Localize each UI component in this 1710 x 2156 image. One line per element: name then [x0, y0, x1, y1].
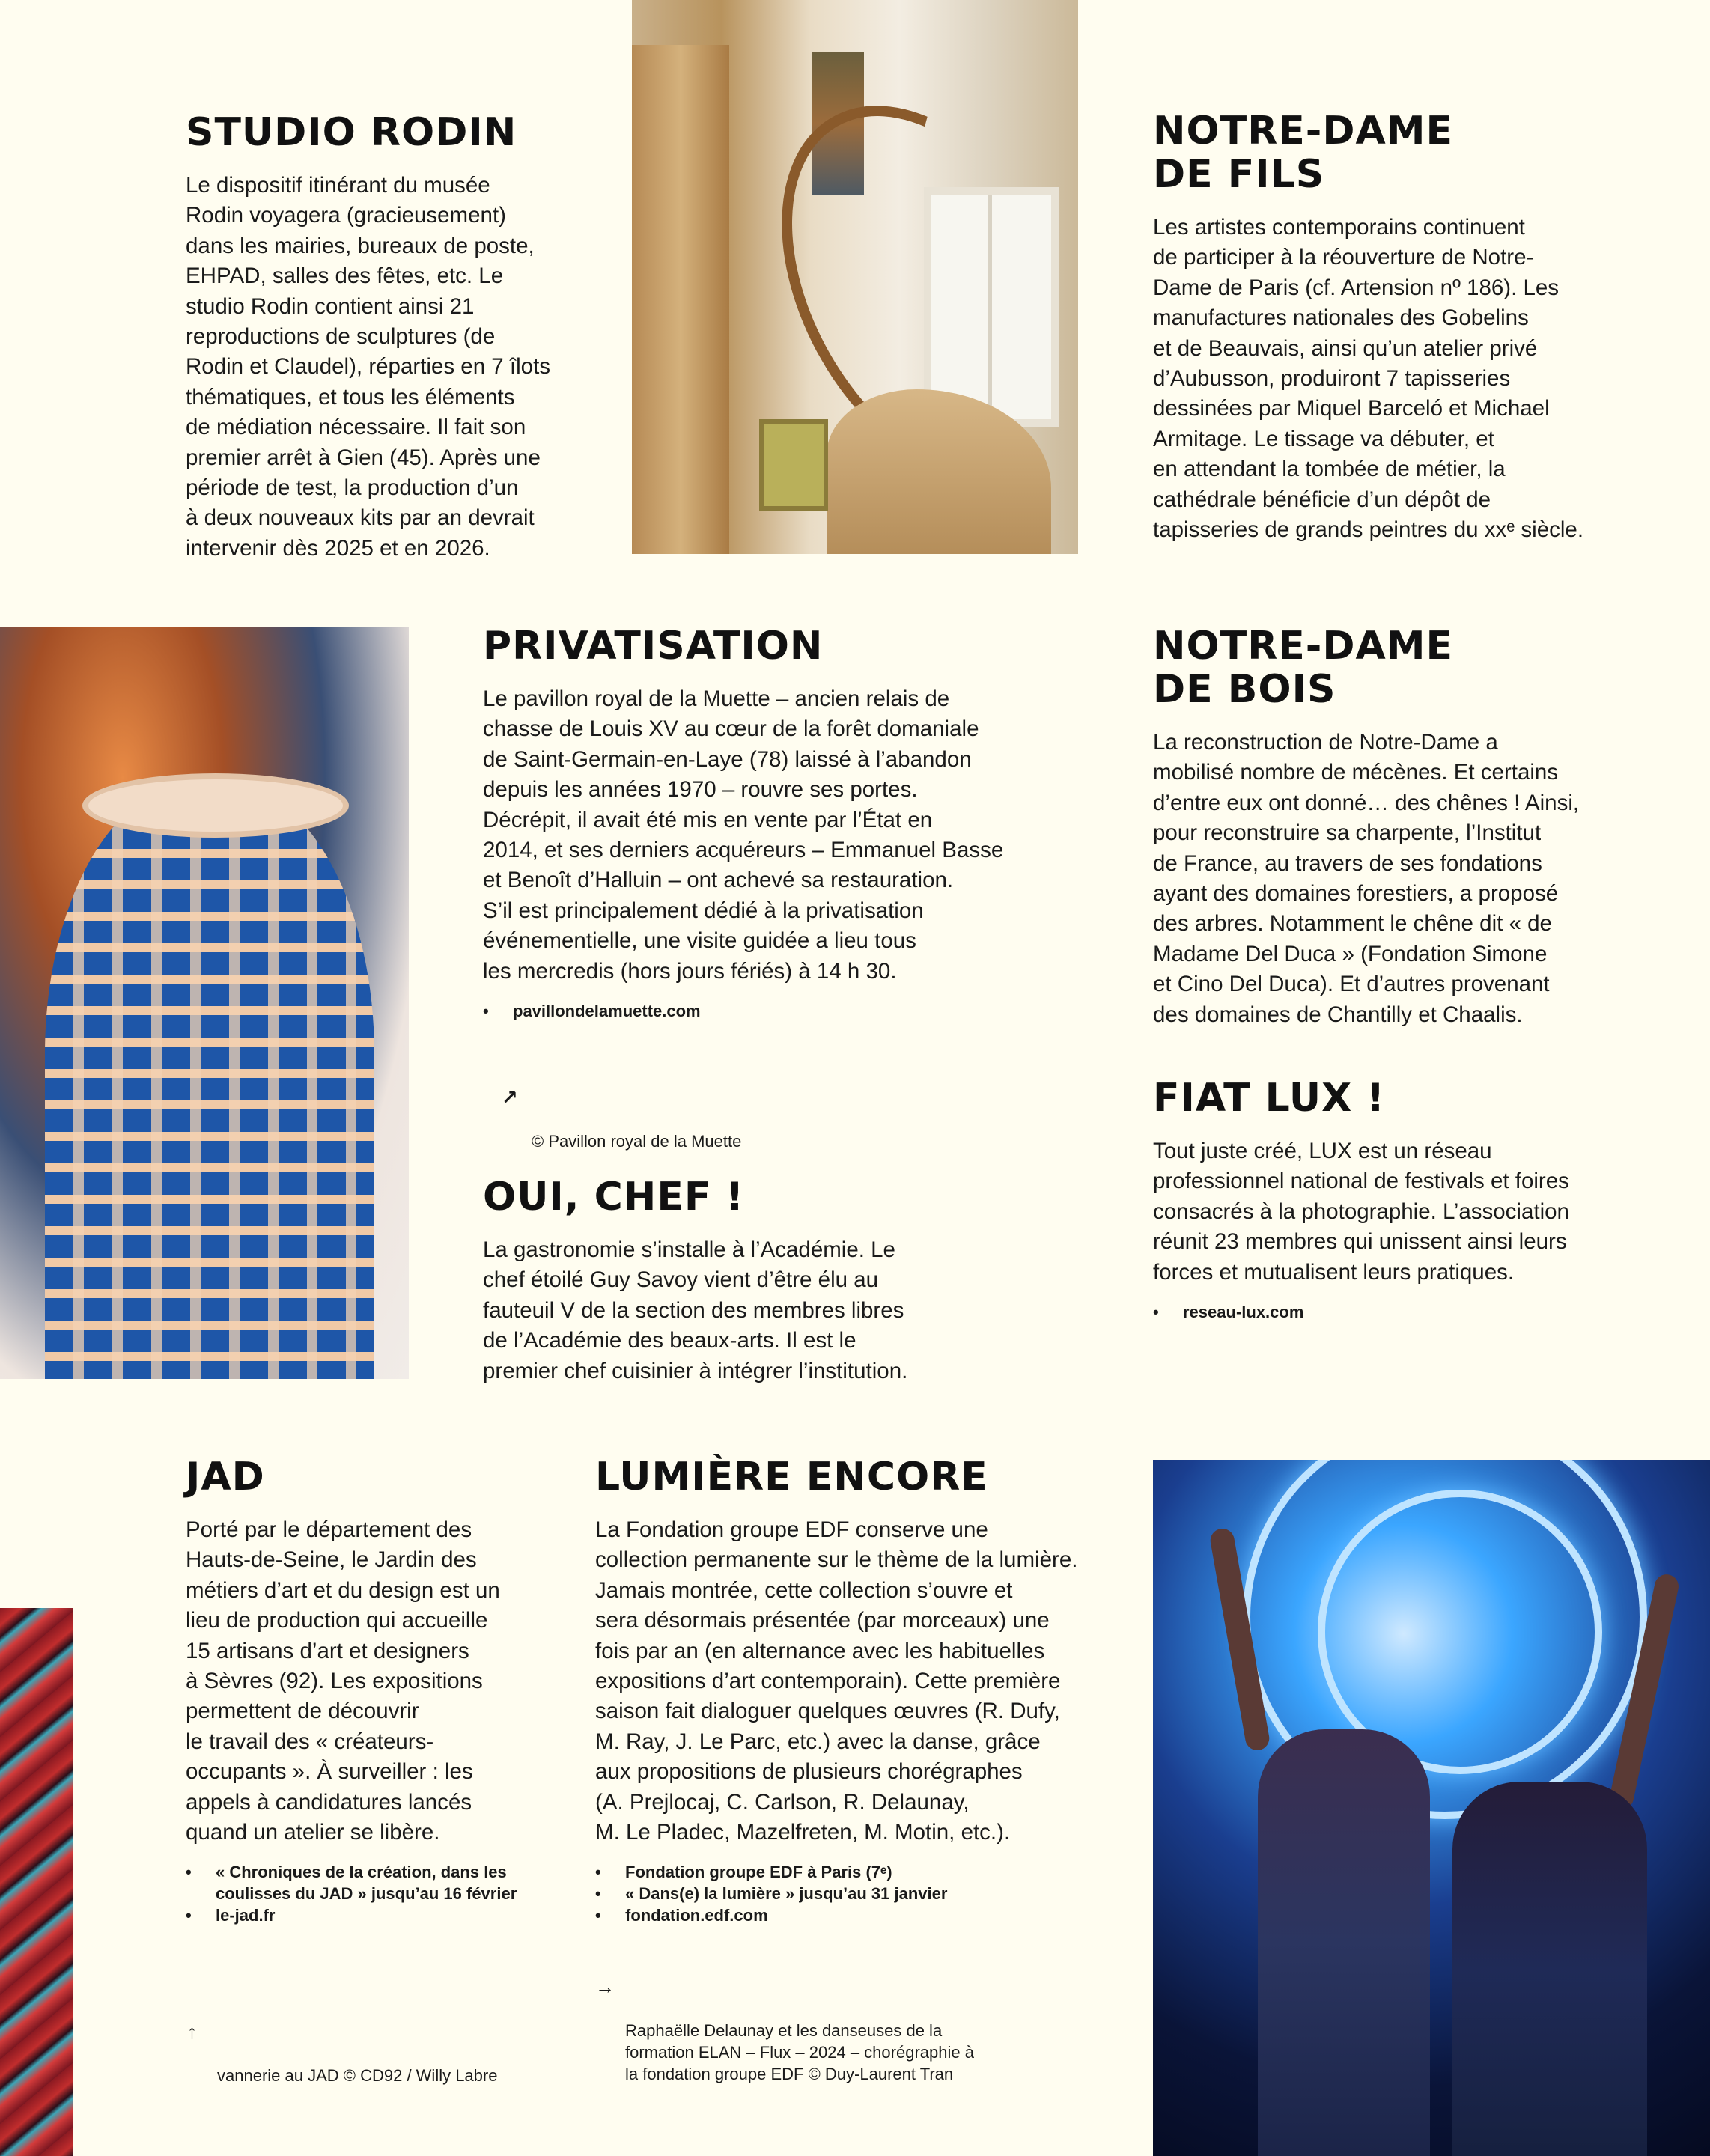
article-body: La gastronomie s’installe à l’Académie. Le chef étoilé Guy Savoy vient d’être élu au fauteuil V de la section des membres libres de l’Académie des beaux-arts. Il est le premier chef cuisinier à intégrer l’institution. — [483, 1237, 908, 1383]
photo-caption-basket — [502, 1086, 906, 1152]
article-lumiere-encore — [595, 1455, 1134, 1926]
link-list — [595, 1861, 1134, 1926]
article-title: JAD — [186, 1455, 265, 1499]
dancers-light-photo — [1153, 1460, 1710, 2156]
article-title: FIAT LUX ! — [1153, 1076, 1386, 1121]
photo-caption-textile — [187, 2021, 591, 2086]
venue-link[interactable]: • Fondation groupe EDF à Paris (7ᵉ) — [595, 1861, 1134, 1883]
photo-caption-dancers — [595, 1976, 1044, 2085]
caption-text: © Pavillon royal de la Muette — [532, 1132, 742, 1151]
arrow-northeast-icon: ↗ — [502, 1086, 518, 1109]
article-body: Les artistes contemporains continuent de participer à la réouverture de Notre- Dame de Paris (cf. Artension nº 186). Les manufactures nationales des Gobelins et de Beauvais, ainsi qu’un atelier privé d’Aubusson, produiront 7 tapisseries dessinées par Miquel Barceló et Michael Armitage. Le tissage va débuter, et en attendant la tombée de métier, la cathédrale bénéficie d’un dépôt de tapisseries de grands peintres du xxᵉ siècle. — [1153, 215, 1584, 543]
exhibition-link[interactable]: • « Chroniques de la création, dans les coulisses du JAD » jusqu’au 16 février — [186, 1861, 560, 1904]
arrow-up-icon: ↑ — [187, 2021, 197, 2043]
article-title: LUMIÈRE ENCORE — [595, 1455, 988, 1499]
article-fiat-lux — [1153, 1077, 1692, 1323]
arrow-right-icon: → — [595, 1976, 615, 1998]
website-link[interactable]: • reseau-lux.com — [1153, 1301, 1692, 1323]
article-body: Le pavillon royal de la Muette – ancien relais de chasse de Louis XV au cœur de la forêt domaniale de Saint-Germain-en-Laye (78) laissé à l’abandon depuis les années 1970 – rouvre ses portes. Décrépit, il avait été mis en vente par l’État en 2014, et ses derniers acquéreurs – Emmanuel Basse et Benoît d’Halluin – ont achevé sa restauration. S’il est principalement dédié à la privatisation événementielle, une visite guidée a lieu tous les mercredis (hors jours fériés) à 14 h 30. — [483, 686, 1004, 984]
article-body: Porté par le département des Hauts-de-Seine, le Jardin des métiers d’art et du design est un lieu de production qui accueille 15 artisans d’art et designers à Sèvres (92). Les expositions permettent de découvrir le travail des « créateurs- occupants ». À surveiller : les appels à candidatures lancés quand un atelier se libère. — [186, 1517, 500, 1845]
website-link[interactable]: • fondation.edf.com — [595, 1904, 1134, 1926]
article-body: Tout juste créé, LUX est un réseau professionnel national de festivals et foires consacrés à la photographie. L’association réunit 23 membres qui unissent ainsi leurs forces et mutualisent leurs pratiques. — [1153, 1139, 1569, 1285]
article-jad — [186, 1455, 560, 1926]
article-body: La reconstruction de Notre-Dame a mobilisé nombre de mécènes. Et certains d’entre eux ont donné… des chênes ! Ainsi, pour reconstruire sa charpente, l’Institut de France, au travers de ses fondations ayant des domaines forestiers, a proposé des arbres. Notamment le chêne dit « de Madame Del Duca » (Fondation Simone et Cino Del Duca). Et d’autres provenant des domaines de Chantilly et Chaalis. — [1153, 730, 1580, 1027]
website-link[interactable]: • pavillondelamuette.com — [483, 1000, 1052, 1022]
article-body: Le dispositif itinérant du musée Rodin voyagera (gracieusement) dans les mairies, bureaux de poste, EHPAD, salles des fêtes, etc. Le studio Rodin contient ainsi 21 reproductions de sculptures (de Rodin et Claudel), réparties en 7 îlots thématiques, et tous les éléments de médiation nécessaire. Il fait son premier arrêt à Gien (45). Après une période de test, la production d’un à deux nouveaux kits par an devrait intervenir dès 2025 et en 2026. — [186, 173, 551, 561]
article-title: NOTRE-DAME DE FILS — [1153, 109, 1454, 197]
article-privatisation — [483, 624, 1052, 1022]
textile-weaving-photo — [0, 1608, 73, 2156]
article-title: PRIVATISATION — [483, 624, 824, 669]
website-link[interactable]: • le-jad.fr — [186, 1904, 560, 1926]
article-body: La Fondation groupe EDF conserve une collection permanente sur le thème de la lumière. Jamais montrée, cette collection s’ouvre et sera désormais présentée (par morceaux) une fois par an (en alternance avec les habituelles expositions d’art contemporain). Cette première saison fait dialoguer quelques œuvres (R. Dufy, M. Ray, J. Le Parc, etc.) avec la danse, grâce aux propositions de plusieurs chorégraphes (A. Prejlocaj, C. Carlson, R. Delaunay, M. Le Pladec, Mazelfreten, M. Motin, etc.). — [595, 1517, 1078, 1845]
article-title: NOTRE-DAME DE BOIS — [1153, 624, 1454, 712]
woven-basket-photo — [0, 627, 409, 1379]
article-title: STUDIO RODIN — [186, 110, 517, 155]
caption-text: Raphaëlle Delaunay et les danseuses de la formation ELAN – Flux – 2024 – chorégraphie à la fondation groupe EDF © Duy-Laurent Tran — [625, 2021, 974, 2083]
article-studio-rodin — [186, 111, 605, 564]
staircase-photo — [632, 0, 1078, 554]
link-list — [483, 1000, 1052, 1022]
article-notre-dame-fils — [1153, 109, 1692, 545]
caption-text: vannerie au JAD © CD92 / Willy Labre — [217, 2066, 498, 2085]
link-list — [1153, 1301, 1692, 1323]
link-list — [186, 1861, 560, 1926]
exhibition-link[interactable]: • « Dans(e) la lumière » jusqu’au 31 janvier — [595, 1883, 1134, 1904]
article-oui-chef — [483, 1175, 1052, 1386]
article-notre-dame-bois — [1153, 624, 1692, 1030]
article-title: OUI, CHEF ! — [483, 1175, 745, 1219]
